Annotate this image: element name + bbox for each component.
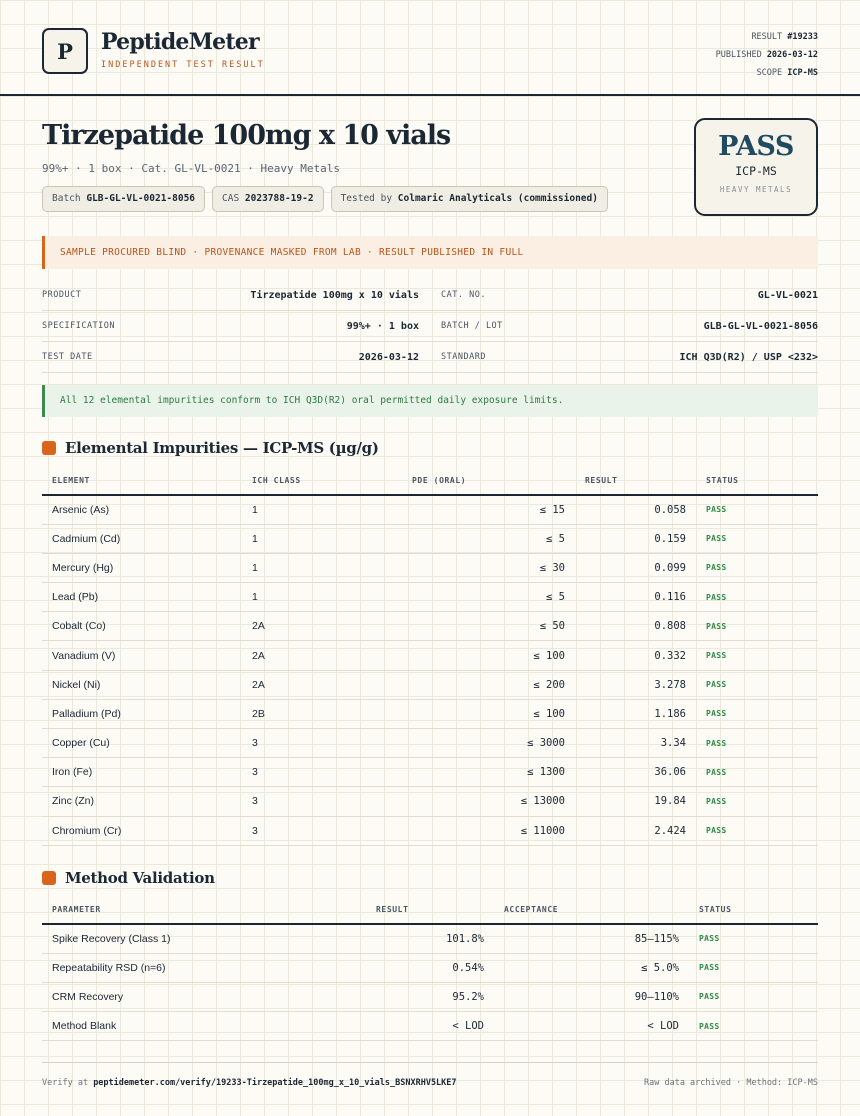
impurities-body — [42, 495, 818, 845]
provenance-banner: SAMPLE PROCURED BLIND · PROVENANCE MASKED FROM LAB · RESULT PUBLISHED IN FULL — [42, 236, 818, 269]
element-name: Arsenic (As) — [42, 495, 242, 524]
status-badge: PASS — [696, 612, 818, 641]
info-label: STANDARD — [441, 352, 486, 362]
col-header: RESULT — [366, 895, 494, 924]
parameter-name: Method Blank — [42, 1012, 366, 1041]
element-name: Vanadium (V) — [42, 641, 242, 670]
product-title: Tirzepatide 100mg x 10 vials — [42, 120, 451, 151]
report-meta — [716, 28, 818, 82]
element-name: Cadmium (Cd) — [42, 524, 242, 553]
parameter-name: CRM Recovery — [42, 982, 366, 1011]
pde-limit: ≤ 1300 — [402, 758, 575, 787]
batch-chip — [42, 186, 205, 212]
element-name: Palladium (Pd) — [42, 699, 242, 728]
tested-by-chip — [331, 186, 608, 212]
info-value: GL-VL-0021 — [757, 289, 818, 301]
status-badge: PASS — [696, 583, 818, 612]
logo-letter: P — [57, 38, 73, 64]
info-row — [42, 342, 818, 373]
parameter-name: Spike Recovery (Class 1) — [42, 924, 366, 953]
table-row — [42, 495, 818, 524]
verify-link[interactable]: peptidemeter.com/verify/19233-Tirzepatide_100mg_x_10_vials_BSNXRHV5LKE7 — [93, 1077, 457, 1088]
element-name: Mercury (Hg) — [42, 553, 242, 582]
result-value: 0.808 — [575, 612, 696, 641]
result-value: 0.116 — [575, 583, 696, 612]
status-badge: PASS — [696, 670, 818, 699]
table-row — [42, 758, 818, 787]
info-value: Tirzepatide 100mg x 10 vials — [250, 289, 419, 301]
conformance-banner: All 12 elemental impurities conform to ICH Q3D(R2) oral permitted daily exposure limits. — [42, 385, 818, 417]
pde-limit: ≤ 3000 — [402, 729, 575, 758]
section-title: Method Validation — [65, 869, 215, 887]
status-badge: PASS — [689, 1012, 818, 1041]
ich-class: 1 — [242, 583, 402, 612]
element-name: Iron (Fe) — [42, 758, 242, 787]
pde-limit: ≤ 100 — [402, 641, 575, 670]
pde-limit: ≤ 50 — [402, 612, 575, 641]
pde-limit: ≤ 200 — [402, 670, 575, 699]
col-header: ICH CLASS — [242, 466, 402, 495]
section-title: Elemental Impurities — ICP-MS (µg/g) — [65, 439, 379, 457]
table-row — [42, 670, 818, 699]
col-header: PARAMETER — [42, 895, 366, 924]
status-badge: PASS — [696, 729, 818, 758]
chip-label: Tested by — [340, 193, 393, 204]
ich-class: 3 — [242, 816, 402, 845]
info-row — [42, 311, 818, 342]
col-header: ELEMENT — [42, 466, 242, 495]
info-label: CAT. NO. — [441, 290, 486, 300]
chip-label: Batch — [52, 193, 81, 204]
ich-class: 3 — [242, 758, 402, 787]
meta-published — [716, 46, 818, 64]
table-row — [42, 641, 818, 670]
table-row — [42, 583, 818, 612]
table-row — [42, 816, 818, 845]
validation-table — [42, 895, 818, 1041]
info-value: 2026-03-12 — [358, 351, 419, 363]
footer-note: Raw data archived · Method: ICP-MS — [644, 1077, 818, 1088]
result-value: 0.099 — [575, 553, 696, 582]
meta-scope-value: ICP-MS — [787, 68, 818, 78]
table-row — [42, 982, 818, 1011]
section-marker-icon — [42, 871, 56, 885]
result-value: 0.332 — [575, 641, 696, 670]
ich-class: 1 — [242, 524, 402, 553]
ich-class: 2A — [242, 612, 402, 641]
chip-value: Colmaric Analyticals (commissioned) — [397, 193, 598, 204]
status-badge: PASS — [696, 758, 818, 787]
brand-name: PeptideMeter — [101, 29, 259, 55]
table-row — [42, 553, 818, 582]
result-value: 3.278 — [575, 670, 696, 699]
impurities-section-header — [42, 439, 379, 457]
pde-limit: ≤ 5 — [402, 524, 575, 553]
element-name: Zinc (Zn) — [42, 787, 242, 816]
stamp-verdict: PASS — [718, 131, 794, 162]
table-row — [42, 612, 818, 641]
meta-result-label: RESULT — [751, 32, 783, 42]
table-row — [42, 924, 818, 953]
info-value: ICH Q3D(R2) / USP <232> — [679, 351, 818, 363]
info-label: SPECIFICATION — [42, 321, 116, 331]
verify-line — [42, 1078, 457, 1088]
result-value: 0.058 — [575, 495, 696, 524]
status-badge: PASS — [689, 953, 818, 982]
element-name: Cobalt (Co) — [42, 612, 242, 641]
result-value: 0.54% — [366, 953, 494, 982]
info-label: TEST DATE — [42, 352, 93, 362]
chip-value: 2023788-19-2 — [244, 193, 314, 204]
report-header — [0, 0, 860, 96]
brand-logo — [42, 28, 88, 74]
status-badge: PASS — [696, 524, 818, 553]
result-value: 1.186 — [575, 699, 696, 728]
col-header: ACCEPTANCE — [494, 895, 689, 924]
info-grid — [42, 280, 818, 373]
ich-class: 2A — [242, 670, 402, 699]
col-header: RESULT — [575, 466, 696, 495]
stamp-method: ICP-MS — [735, 164, 777, 178]
ich-class: 3 — [242, 787, 402, 816]
result-value: 36.06 — [575, 758, 696, 787]
pde-limit: ≤ 5 — [402, 583, 575, 612]
col-header: STATUS — [689, 895, 818, 924]
table-header-row — [42, 895, 818, 924]
element-name: Copper (Cu) — [42, 729, 242, 758]
section-marker-icon — [42, 441, 56, 455]
info-value: 99%+ · 1 box — [346, 320, 419, 332]
result-value: 101.8% — [366, 924, 494, 953]
result-value: 95.2% — [366, 982, 494, 1011]
pde-limit: ≤ 100 — [402, 699, 575, 728]
table-header-row — [42, 466, 818, 495]
impurities-table — [42, 466, 818, 846]
element-name: Chromium (Cr) — [42, 816, 242, 845]
acceptance-range: ≤ 5.0% — [494, 953, 689, 982]
pde-limit: ≤ 13000 — [402, 787, 575, 816]
result-value: < LOD — [366, 1012, 494, 1041]
table-row — [42, 729, 818, 758]
pde-limit: ≤ 15 — [402, 495, 575, 524]
brand-subtitle: INDEPENDENT TEST RESULT — [101, 60, 265, 70]
info-value: GLB-GL-VL-0021-8056 — [703, 320, 818, 332]
meta-result — [716, 28, 818, 46]
table-row — [42, 699, 818, 728]
ich-class: 1 — [242, 495, 402, 524]
element-name: Lead (Pb) — [42, 583, 242, 612]
col-header: PDE (ORAL) — [402, 466, 575, 495]
acceptance-range: < LOD — [494, 1012, 689, 1041]
product-subtitle: 99%+ · 1 box · Cat. GL-VL-0021 · Heavy Metals — [42, 162, 341, 175]
status-badge: PASS — [696, 787, 818, 816]
stamp-scope: HEAVY METALS — [719, 185, 793, 194]
meta-scope-label: SCOPE — [756, 68, 783, 78]
ich-class: 2B — [242, 699, 402, 728]
status-badge: PASS — [696, 641, 818, 670]
table-row — [42, 787, 818, 816]
ich-class: 1 — [242, 553, 402, 582]
pass-stamp — [694, 118, 818, 216]
table-row — [42, 953, 818, 982]
report-footer — [42, 1062, 818, 1102]
info-row — [42, 280, 818, 311]
result-value: 2.424 — [575, 816, 696, 845]
result-value: 19.84 — [575, 787, 696, 816]
result-value: 0.159 — [575, 524, 696, 553]
product-chips — [42, 186, 608, 212]
meta-scope — [716, 64, 818, 82]
validation-section-header — [42, 869, 215, 887]
status-badge: PASS — [696, 553, 818, 582]
meta-published-label: PUBLISHED — [715, 50, 762, 60]
info-label: BATCH / LOT — [441, 321, 503, 331]
pde-limit: ≤ 11000 — [402, 816, 575, 845]
table-row — [42, 1012, 818, 1041]
status-badge: PASS — [696, 699, 818, 728]
status-badge: PASS — [696, 816, 818, 845]
status-badge: PASS — [689, 982, 818, 1011]
verify-label: Verify at — [42, 1077, 89, 1088]
chip-label: CAS — [222, 193, 240, 204]
acceptance-range: 90–110% — [494, 982, 689, 1011]
ich-class: 2A — [242, 641, 402, 670]
element-name: Nickel (Ni) — [42, 670, 242, 699]
validation-body — [42, 924, 818, 1041]
table-row — [42, 524, 818, 553]
result-value: 3.34 — [575, 729, 696, 758]
meta-published-value: 2026-03-12 — [766, 50, 818, 60]
ich-class: 3 — [242, 729, 402, 758]
parameter-name: Repeatability RSD (n=6) — [42, 953, 366, 982]
info-label: PRODUCT — [42, 290, 82, 300]
cas-chip — [212, 186, 324, 212]
chip-value: GLB-GL-VL-0021-8056 — [86, 193, 196, 204]
acceptance-range: 85–115% — [494, 924, 689, 953]
pde-limit: ≤ 30 — [402, 553, 575, 582]
status-badge: PASS — [689, 924, 818, 953]
status-badge: PASS — [696, 495, 818, 524]
meta-result-value: #19233 — [787, 32, 818, 42]
col-header: STATUS — [696, 466, 818, 495]
